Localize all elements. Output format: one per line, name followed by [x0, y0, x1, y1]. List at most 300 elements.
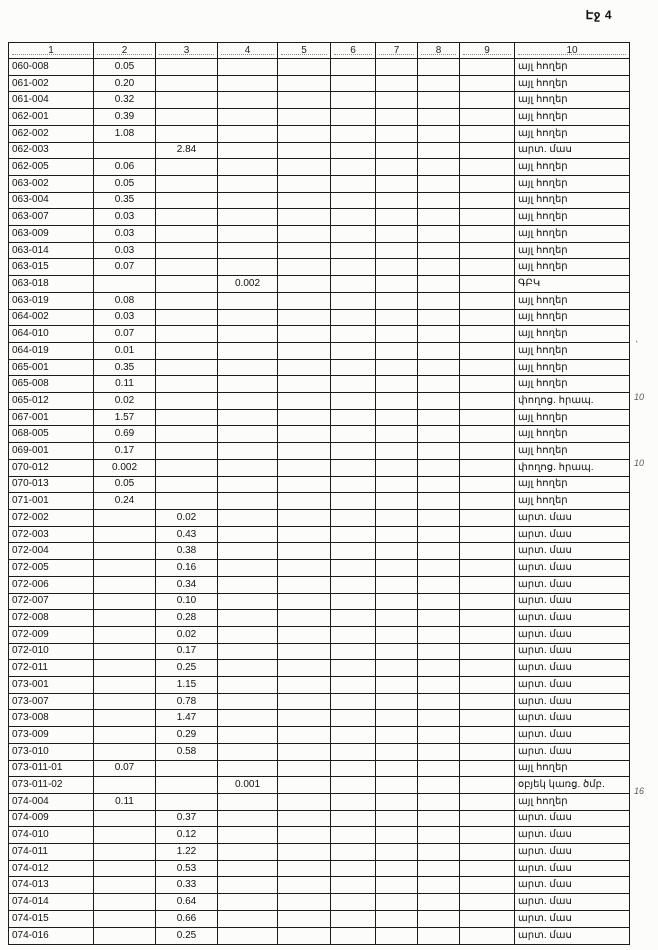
- value-cell: [331, 777, 376, 794]
- value-cell: [331, 443, 376, 460]
- value-cell: [460, 743, 515, 760]
- value-cell: [218, 175, 278, 192]
- value-cell: [460, 526, 515, 543]
- value-cell: [460, 109, 515, 126]
- value-cell: [376, 827, 418, 844]
- value-cell: [218, 677, 278, 694]
- value-cell: [376, 526, 418, 543]
- code-cell: 063-004: [9, 192, 94, 209]
- table-row: [9, 376, 630, 393]
- value-cell: [460, 727, 515, 744]
- land-type-cell: այլ հողեր: [515, 326, 630, 343]
- value-cell: [376, 359, 418, 376]
- value-cell: 1.22: [156, 844, 218, 861]
- value-cell: [331, 459, 376, 476]
- value-cell: [278, 342, 331, 359]
- value-cell: 0.78: [156, 693, 218, 710]
- table-row: [9, 677, 630, 694]
- value-cell: [278, 793, 331, 810]
- value-cell: [418, 209, 460, 226]
- table-row: [9, 643, 630, 660]
- code-cell: 063-009: [9, 226, 94, 243]
- value-cell: [218, 526, 278, 543]
- value-cell: [376, 693, 418, 710]
- land-type-cell: այլ հողեր: [515, 92, 630, 109]
- value-cell: 0.28: [156, 610, 218, 627]
- value-cell: 1.57: [94, 409, 156, 426]
- land-type-cell: արտ. մաս: [515, 660, 630, 677]
- value-cell: [218, 760, 278, 777]
- land-type-cell: այլ հողեր: [515, 342, 630, 359]
- value-cell: [218, 877, 278, 894]
- value-cell: 1.47: [156, 710, 218, 727]
- value-cell: [460, 693, 515, 710]
- code-cell: 074-015: [9, 910, 94, 927]
- land-type-cell: այլ հողեր: [515, 175, 630, 192]
- value-cell: [94, 910, 156, 927]
- value-cell: [278, 75, 331, 92]
- land-type-cell: արտ. մաս: [515, 844, 630, 861]
- table-row: [9, 894, 630, 911]
- value-cell: [460, 576, 515, 593]
- value-cell: [218, 59, 278, 76]
- value-cell: 0.66: [156, 910, 218, 927]
- value-cell: [331, 342, 376, 359]
- value-cell: [156, 59, 218, 76]
- code-cell: 074-012: [9, 860, 94, 877]
- value-cell: [331, 526, 376, 543]
- column-header: 2: [94, 43, 156, 59]
- value-cell: [156, 493, 218, 510]
- value-cell: 0.03: [94, 226, 156, 243]
- land-type-cell: այլ հողեր: [515, 443, 630, 460]
- value-cell: [156, 259, 218, 276]
- land-type-cell: այլ հողեր: [515, 376, 630, 393]
- value-cell: [418, 175, 460, 192]
- land-type-cell: այլ հողեր: [515, 426, 630, 443]
- value-cell: [156, 760, 218, 777]
- value-cell: [376, 710, 418, 727]
- code-cell: 062-005: [9, 159, 94, 176]
- code-cell: 072-007: [9, 593, 94, 610]
- value-cell: [278, 292, 331, 309]
- code-cell: 074-009: [9, 810, 94, 827]
- value-cell: [94, 560, 156, 577]
- value-cell: [331, 760, 376, 777]
- value-cell: [418, 576, 460, 593]
- value-cell: [376, 810, 418, 827]
- value-cell: 0.05: [94, 175, 156, 192]
- value-cell: [278, 309, 331, 326]
- value-cell: [376, 660, 418, 677]
- value-cell: [331, 376, 376, 393]
- code-cell: 068-005: [9, 426, 94, 443]
- value-cell: [278, 910, 331, 927]
- value-cell: [218, 292, 278, 309]
- value-cell: [418, 292, 460, 309]
- value-cell: [376, 209, 418, 226]
- code-cell: 072-004: [9, 543, 94, 560]
- value-cell: [156, 342, 218, 359]
- value-cell: 0.35: [94, 192, 156, 209]
- value-cell: [331, 125, 376, 142]
- land-type-cell: այլ հողեր: [515, 159, 630, 176]
- value-cell: [418, 677, 460, 694]
- table-row: [9, 910, 630, 927]
- value-cell: [460, 359, 515, 376]
- value-cell: [218, 543, 278, 560]
- value-cell: [460, 877, 515, 894]
- code-cell: 063-019: [9, 292, 94, 309]
- land-type-cell: արտ. մաս: [515, 643, 630, 660]
- value-cell: [460, 59, 515, 76]
- value-cell: [278, 109, 331, 126]
- value-cell: [331, 643, 376, 660]
- code-cell: 065-001: [9, 359, 94, 376]
- table-row: [9, 409, 630, 426]
- value-cell: [331, 109, 376, 126]
- value-cell: [218, 376, 278, 393]
- value-cell: [218, 560, 278, 577]
- value-cell: [278, 493, 331, 510]
- value-cell: [331, 727, 376, 744]
- value-cell: [94, 593, 156, 610]
- value-cell: [218, 326, 278, 343]
- value-cell: [376, 509, 418, 526]
- value-cell: [278, 142, 331, 159]
- value-cell: [418, 242, 460, 259]
- value-cell: [278, 760, 331, 777]
- value-cell: [418, 844, 460, 861]
- value-cell: [418, 626, 460, 643]
- table-row: [9, 459, 630, 476]
- value-cell: [94, 610, 156, 627]
- value-cell: [278, 459, 331, 476]
- code-cell: 072-009: [9, 626, 94, 643]
- value-cell: [460, 426, 515, 443]
- value-cell: [376, 443, 418, 460]
- value-cell: [376, 727, 418, 744]
- value-cell: [460, 443, 515, 460]
- value-cell: [376, 109, 418, 126]
- value-cell: [376, 593, 418, 610]
- value-cell: [418, 426, 460, 443]
- value-cell: [460, 626, 515, 643]
- land-parcel-table: [8, 42, 630, 945]
- value-cell: [278, 159, 331, 176]
- column-header: 9: [460, 43, 515, 59]
- value-cell: 0.35: [94, 359, 156, 376]
- code-cell: 074-010: [9, 827, 94, 844]
- table-row: [9, 927, 630, 944]
- table-row: [9, 426, 630, 443]
- column-header: 7: [376, 43, 418, 59]
- code-cell: 061-002: [9, 75, 94, 92]
- value-cell: 0.11: [94, 376, 156, 393]
- value-cell: [218, 92, 278, 109]
- code-cell: 073-011-02: [9, 777, 94, 794]
- value-cell: [418, 743, 460, 760]
- value-cell: 1.08: [94, 125, 156, 142]
- value-cell: [460, 844, 515, 861]
- land-type-cell: արտ. մաս: [515, 927, 630, 944]
- value-cell: [278, 276, 331, 293]
- value-cell: [376, 276, 418, 293]
- value-cell: [460, 142, 515, 159]
- value-cell: [331, 259, 376, 276]
- value-cell: [278, 359, 331, 376]
- table-row: [9, 209, 630, 226]
- land-type-cell: արտ. մաս: [515, 810, 630, 827]
- table-row: [9, 576, 630, 593]
- code-cell: 072-006: [9, 576, 94, 593]
- value-cell: [278, 576, 331, 593]
- value-cell: [331, 142, 376, 159]
- value-cell: [331, 509, 376, 526]
- land-type-cell: արտ. մաս: [515, 509, 630, 526]
- value-cell: [376, 476, 418, 493]
- value-cell: [418, 560, 460, 577]
- value-cell: [418, 326, 460, 343]
- value-cell: [278, 560, 331, 577]
- column-header: 8: [418, 43, 460, 59]
- table-row: [9, 660, 630, 677]
- column-header: 3: [156, 43, 218, 59]
- value-cell: [460, 175, 515, 192]
- table-row: [9, 226, 630, 243]
- code-cell: 063-002: [9, 175, 94, 192]
- value-cell: [418, 92, 460, 109]
- value-cell: [94, 526, 156, 543]
- value-cell: [278, 844, 331, 861]
- value-cell: [460, 543, 515, 560]
- value-cell: [460, 459, 515, 476]
- land-type-cell: այլ հողեր: [515, 242, 630, 259]
- value-cell: [218, 509, 278, 526]
- code-cell: 072-003: [9, 526, 94, 543]
- value-cell: [418, 276, 460, 293]
- value-cell: [418, 760, 460, 777]
- code-cell: 073-011-01: [9, 760, 94, 777]
- value-cell: [376, 677, 418, 694]
- value-cell: [418, 610, 460, 627]
- value-cell: [331, 810, 376, 827]
- value-cell: 0.29: [156, 727, 218, 744]
- value-cell: [331, 927, 376, 944]
- value-cell: [94, 844, 156, 861]
- value-cell: [156, 276, 218, 293]
- margin-note: 16: [634, 786, 645, 796]
- value-cell: [278, 927, 331, 944]
- value-cell: [376, 543, 418, 560]
- land-type-cell: այլ հողեր: [515, 793, 630, 810]
- value-cell: 0.02: [94, 393, 156, 410]
- value-cell: [278, 209, 331, 226]
- value-cell: [331, 476, 376, 493]
- land-type-cell: այլ հողեր: [515, 359, 630, 376]
- value-cell: [218, 793, 278, 810]
- value-cell: [331, 209, 376, 226]
- margin-note: 10: [634, 392, 645, 402]
- value-cell: [278, 827, 331, 844]
- land-type-cell: այլ հողեր: [515, 259, 630, 276]
- value-cell: [94, 693, 156, 710]
- value-cell: [218, 894, 278, 911]
- value-cell: [418, 409, 460, 426]
- table-row: [9, 443, 630, 460]
- value-cell: [278, 393, 331, 410]
- value-cell: 0.24: [94, 493, 156, 510]
- value-cell: 0.002: [218, 276, 278, 293]
- value-cell: [156, 459, 218, 476]
- value-cell: [218, 159, 278, 176]
- value-cell: 0.06: [94, 159, 156, 176]
- value-cell: [418, 810, 460, 827]
- value-cell: 0.11: [94, 793, 156, 810]
- value-cell: [156, 242, 218, 259]
- value-cell: [418, 192, 460, 209]
- value-cell: [418, 777, 460, 794]
- value-cell: [418, 459, 460, 476]
- value-cell: [460, 710, 515, 727]
- table-row: [9, 710, 630, 727]
- value-cell: 0.07: [94, 259, 156, 276]
- value-cell: [460, 493, 515, 510]
- value-cell: [218, 860, 278, 877]
- value-cell: [418, 793, 460, 810]
- land-type-cell: արտ. մաս: [515, 626, 630, 643]
- header-row: [9, 43, 630, 59]
- code-cell: 063-015: [9, 259, 94, 276]
- table-row: [9, 175, 630, 192]
- code-cell: 065-008: [9, 376, 94, 393]
- value-cell: [418, 643, 460, 660]
- value-cell: [278, 326, 331, 343]
- value-cell: [218, 259, 278, 276]
- code-cell: 063-014: [9, 242, 94, 259]
- value-cell: 0.32: [94, 92, 156, 109]
- value-cell: [278, 610, 331, 627]
- value-cell: 0.07: [94, 326, 156, 343]
- land-type-cell: այլ հողեր: [515, 192, 630, 209]
- code-cell: 069-001: [9, 443, 94, 460]
- value-cell: [460, 209, 515, 226]
- code-cell: 070-013: [9, 476, 94, 493]
- value-cell: [278, 543, 331, 560]
- land-type-cell: այլ հողեր: [515, 760, 630, 777]
- land-type-cell: արտ. մաս: [515, 894, 630, 911]
- table-row: [9, 493, 630, 510]
- value-cell: 0.53: [156, 860, 218, 877]
- value-cell: [94, 827, 156, 844]
- value-cell: [278, 443, 331, 460]
- value-cell: [278, 660, 331, 677]
- value-cell: 0.69: [94, 426, 156, 443]
- table-row: [9, 509, 630, 526]
- land-type-cell: այլ հողեր: [515, 292, 630, 309]
- value-cell: [460, 793, 515, 810]
- value-cell: [376, 610, 418, 627]
- value-cell: [418, 910, 460, 927]
- value-cell: [376, 877, 418, 894]
- land-type-cell: այլ հողեր: [515, 125, 630, 142]
- table-row: [9, 560, 630, 577]
- value-cell: 0.37: [156, 810, 218, 827]
- value-cell: [278, 409, 331, 426]
- value-cell: [331, 393, 376, 410]
- value-cell: [460, 810, 515, 827]
- value-cell: [460, 75, 515, 92]
- value-cell: [418, 877, 460, 894]
- value-cell: [278, 894, 331, 911]
- value-cell: [218, 576, 278, 593]
- table-row: [9, 125, 630, 142]
- value-cell: 0.08: [94, 292, 156, 309]
- value-cell: [278, 677, 331, 694]
- value-cell: [460, 910, 515, 927]
- value-cell: [218, 810, 278, 827]
- land-type-cell: արտ. մաս: [515, 142, 630, 159]
- value-cell: [418, 342, 460, 359]
- value-cell: [218, 593, 278, 610]
- table-row: [9, 626, 630, 643]
- code-cell: 062-001: [9, 109, 94, 126]
- value-cell: [156, 409, 218, 426]
- value-cell: [156, 292, 218, 309]
- value-cell: [278, 59, 331, 76]
- table-row: [9, 877, 630, 894]
- value-cell: [376, 560, 418, 577]
- code-cell: 072-008: [9, 610, 94, 627]
- value-cell: [460, 125, 515, 142]
- table-row: [9, 192, 630, 209]
- value-cell: [460, 376, 515, 393]
- table-row: [9, 259, 630, 276]
- code-cell: 062-003: [9, 142, 94, 159]
- value-cell: [278, 175, 331, 192]
- value-cell: [460, 643, 515, 660]
- table-row: [9, 827, 630, 844]
- code-cell: 070-012: [9, 459, 94, 476]
- code-cell: 062-002: [9, 125, 94, 142]
- value-cell: [376, 860, 418, 877]
- land-type-cell: արտ. մաս: [515, 610, 630, 627]
- code-cell: 073-001: [9, 677, 94, 694]
- value-cell: 0.02: [156, 626, 218, 643]
- value-cell: [331, 493, 376, 510]
- value-cell: [376, 393, 418, 410]
- value-cell: [376, 125, 418, 142]
- table-row: [9, 727, 630, 744]
- value-cell: [376, 576, 418, 593]
- value-cell: [331, 75, 376, 92]
- value-cell: 0.05: [94, 59, 156, 76]
- value-cell: 0.07: [94, 760, 156, 777]
- value-cell: [418, 693, 460, 710]
- value-cell: [278, 226, 331, 243]
- value-cell: [376, 159, 418, 176]
- value-cell: [460, 226, 515, 243]
- value-cell: [460, 894, 515, 911]
- value-cell: [418, 309, 460, 326]
- value-cell: 0.20: [94, 75, 156, 92]
- value-cell: [94, 276, 156, 293]
- value-cell: [218, 75, 278, 92]
- value-cell: [94, 626, 156, 643]
- value-cell: [218, 443, 278, 460]
- value-cell: [376, 92, 418, 109]
- value-cell: [278, 125, 331, 142]
